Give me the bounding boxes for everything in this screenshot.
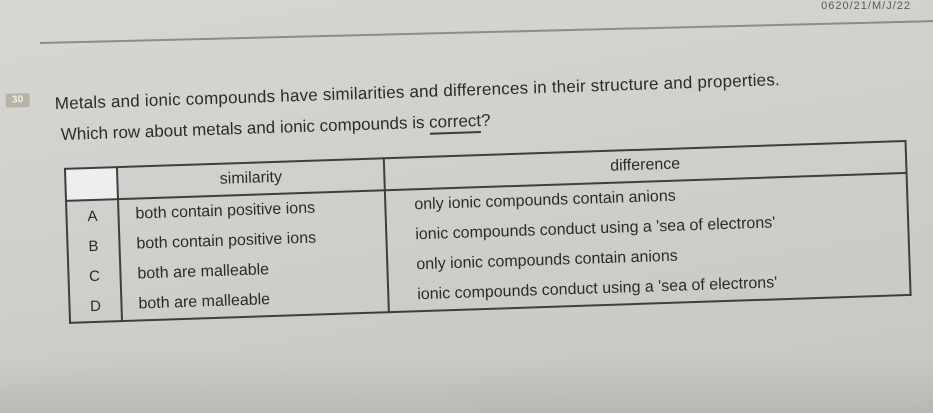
table-corner-cell [65,167,118,201]
prompt-text: Which row about metals and ionic compounds is [60,112,430,144]
paper-reference-code: 0620/21/M/J/22 [821,0,911,12]
row-difference: only ionic compounds contain anions [387,234,910,281]
prompt-end: ? [480,110,491,131]
row-key: D [69,290,122,323]
column-header-difference: difference [384,141,907,190]
column-header-similarity: similarity [117,158,385,199]
prompt-emphasis: correct [429,111,482,135]
row-similarity: both are malleable [121,281,389,321]
row-similarity: both contain positive ions [119,221,387,260]
question-stem: Metals and ionic compounds have similarities and differences in their structure and properties. [54,70,781,114]
row-key: A [66,199,119,232]
row-similarity: both contain positive ions [118,190,386,230]
question-prompt [60,111,490,145]
row-key: C [68,260,121,292]
row-difference: ionic compounds conduct using a 'sea of electrons' [388,264,911,312]
row-key: B [67,230,120,262]
answer-table [64,140,912,324]
question-number-badge: 30 [5,93,29,108]
row-difference: ionic compounds conduct using a 'sea of electrons' [386,204,909,251]
row-difference: only ionic compounds contain anions [385,173,908,221]
row-similarity: both are malleable [120,251,388,290]
